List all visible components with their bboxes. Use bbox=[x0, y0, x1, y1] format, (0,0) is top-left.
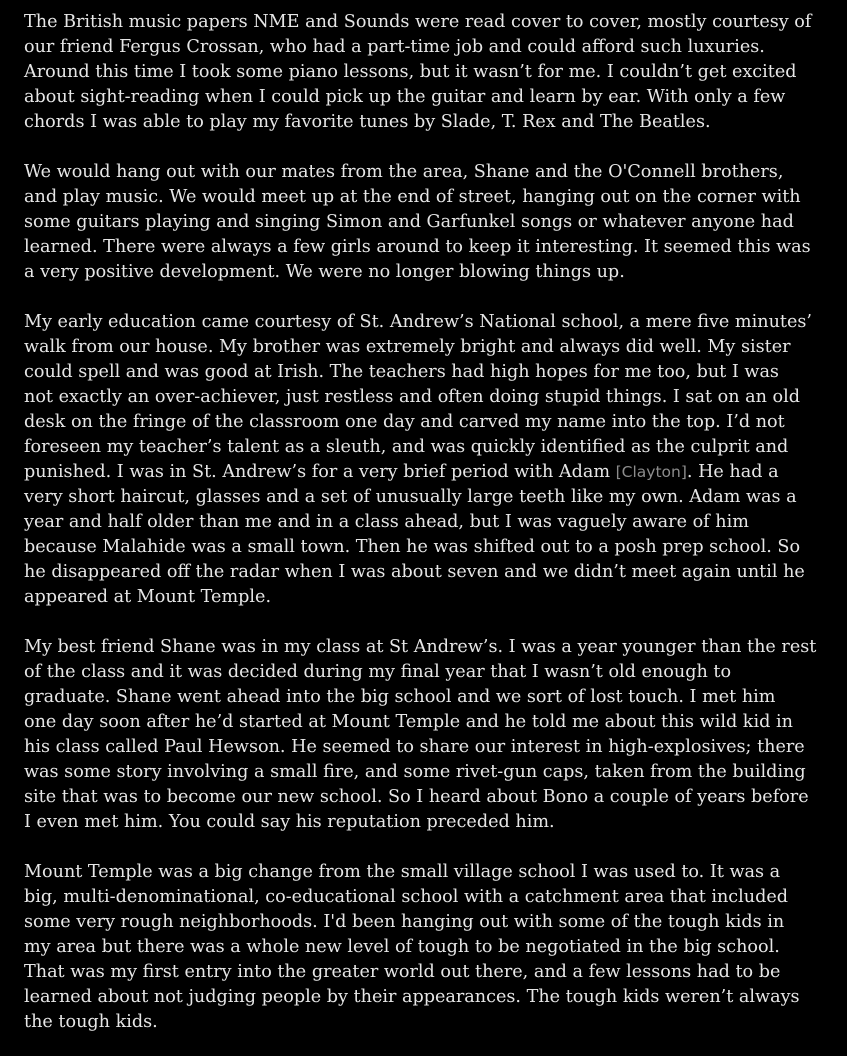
document-body bbox=[24, 10, 824, 1035]
paragraph-4: My best friend Shane was in my class at St Andrew’s. I was a year younger than the rest of the class and it was decided during my final year that I wasn’t old enough to graduate. Shane went ahead into the big school and we sort of lost touch. I met him one day soon after he’d started at Mount Temple and he told me about this wild kid in his class called Paul Hewson. He seemed to share our interest in high-explosives; there was some story involving a small fire, and some rivet-gun caps, taken from the building site that was to become our new school. So I heard about Bono a couple of years before I even met him. You could say his reputation preceded him. bbox=[24, 637, 817, 832]
paragraph-3-text-before: My early education came courtesy of St. Andrew’s National school, a mere five minutes’ walk from our house. My brother was extremely bright and always did well. My sister could spell and was good at Irish. The teachers had high hopes for me too, but I was not exactly an over-achiever, just restless and often doing stupid things. I sat on an old desk on the fringe of the classroom one day and carved my name into the top. I’d not foreseen my teacher’s talent as a sleuth, and was quickly identified as the culprit and punished. I was in St. Andrew’s for a very brief period with Adam bbox=[24, 312, 813, 482]
paragraph-1: The British music papers NME and Sounds were read cover to cover, mostly courtesy of our friend Fergus Crossan, who had a part-time job and could afford such luxuries. Around this time I took some piano lessons, but it wasn’t for me. I couldn’t get excited about sight-reading when I could pick up the guitar and learn by ear. With only a few chords I was able to play my favorite tunes by Slade, T. Rex and The Beatles. bbox=[24, 12, 812, 132]
paragraph-2: We would hang out with our mates from the area, Shane and the O'Connell brothers, and play music. We would meet up at the end of street, hanging out on the corner with some guitars playing and singing Simon and Garfunkel songs or whatever anyone had learned. There were always a few girls around to keep it interesting. It seemed this was a very positive development. We were no longer blowing things up. bbox=[24, 162, 811, 282]
paragraph-3 bbox=[24, 310, 824, 610]
paragraph-5: Mount Temple was a big change from the small village school I was used to. It was a big, multi-denominational, co-educational school with a catchment area that included some very rough neighborhoods. I'd been hanging out with some of the tough kids in my area but there was a whole new level of tough to be negotiated in the big school. That was my first entry into the greater world out there, and a few lessons had to be learned about not judging people by their appearances. The tough kids weren’t always the tough kids. bbox=[24, 862, 800, 1032]
paragraph-3-text-after: . He had a very short haircut, glasses and a set of unusually large teeth like my own. Adam was a year and half older than me and in a class ahead, but I was vaguely aware of him because Malahide was a small town. Then he was shifted out to a posh prep school. So he disappeared off the radar when I was about seven and we didn’t meet again until he appeared at Mount Temple. bbox=[24, 462, 805, 607]
editorial-annotation: [Clayton] bbox=[615, 463, 687, 481]
